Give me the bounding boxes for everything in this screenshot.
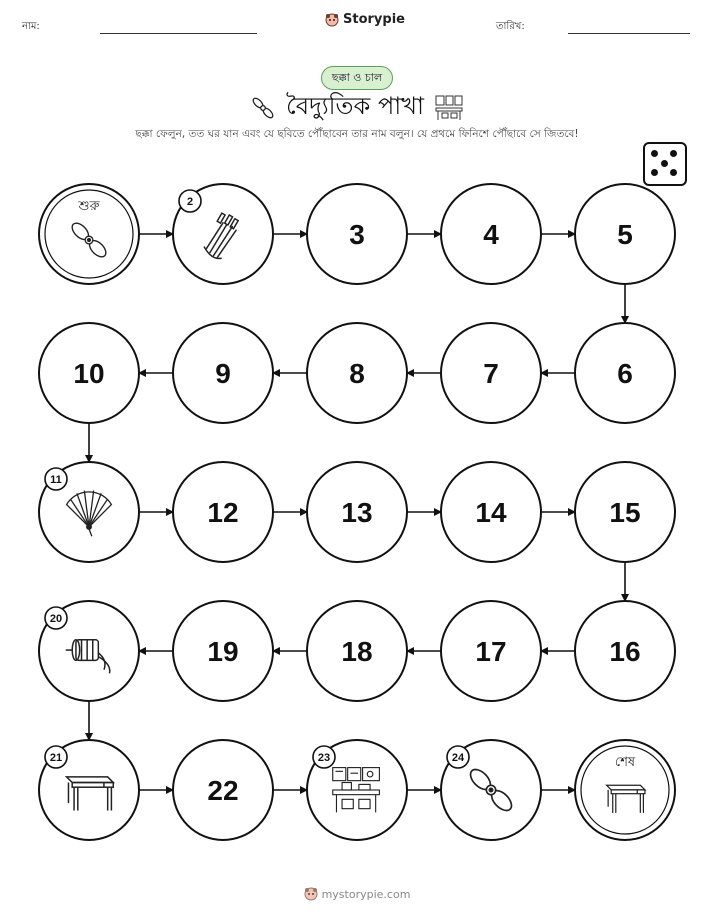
cell-number: 12 bbox=[207, 497, 239, 528]
board-cell-15[interactable] bbox=[575, 462, 675, 562]
brand-name: Storypie bbox=[343, 12, 405, 27]
cell-number: 17 bbox=[475, 636, 507, 667]
board-cell-23[interactable] bbox=[307, 740, 407, 840]
board-cell-18[interactable] bbox=[307, 601, 407, 701]
cell-number: 22 bbox=[207, 775, 239, 806]
board-cell-4[interactable] bbox=[441, 184, 541, 284]
instructions-text: ছক্কা ফেলুন, তত ঘর যান এবং যে ছবিতে পৌঁছাবেন তার নাম বলুন। যে প্রথমে ফিনিশে পৌঁছাবে সে জিতবে! bbox=[135, 128, 579, 140]
end-label: শেষ bbox=[614, 755, 636, 770]
cell-number: 18 bbox=[341, 636, 373, 667]
cell-badge-number: 11 bbox=[50, 474, 62, 486]
cell-number: 3 bbox=[349, 219, 365, 250]
board-cell-25[interactable] bbox=[575, 740, 675, 840]
board-cell-11[interactable] bbox=[39, 462, 139, 562]
board-cell-21[interactable] bbox=[39, 740, 139, 840]
board-cell-17[interactable] bbox=[441, 601, 541, 701]
cell-badge-number: 21 bbox=[49, 752, 63, 764]
board-cell-1[interactable] bbox=[39, 184, 139, 284]
cell-number: 15 bbox=[609, 497, 641, 528]
cell-badge-number: 20 bbox=[49, 613, 63, 625]
cell-number: 6 bbox=[617, 358, 633, 389]
activity-tag: ছক্কা ও চাল bbox=[321, 66, 393, 90]
board-cell-9[interactable] bbox=[173, 323, 273, 423]
footer-url[interactable]: mystorypie.com bbox=[321, 887, 411, 901]
cell-number: 9 bbox=[215, 358, 231, 389]
board-cell-16[interactable] bbox=[575, 601, 675, 701]
board-cell-24[interactable] bbox=[441, 740, 541, 840]
cell-number: 10 bbox=[73, 358, 105, 389]
board-cell-6[interactable] bbox=[575, 323, 675, 423]
page-title: বৈদ্যুতিক পাখা bbox=[286, 92, 424, 120]
board-cell-22[interactable] bbox=[173, 740, 273, 840]
cell-number: 16 bbox=[609, 636, 641, 667]
footer bbox=[0, 887, 714, 901]
board-cell-2[interactable] bbox=[173, 184, 273, 284]
board-cell-12[interactable] bbox=[173, 462, 273, 562]
cell-number: 4 bbox=[483, 219, 499, 250]
board-cell-7[interactable] bbox=[441, 323, 541, 423]
storypie-mascot-icon bbox=[304, 887, 318, 901]
board-cell-20[interactable] bbox=[39, 601, 139, 701]
board-cell-3[interactable] bbox=[307, 184, 407, 284]
cell-number: 8 bbox=[349, 358, 365, 389]
cell-number: 13 bbox=[341, 497, 373, 528]
board-cell-5[interactable] bbox=[575, 184, 675, 284]
cell-number: 19 bbox=[207, 636, 239, 667]
cell-badge-number: 23 bbox=[317, 752, 331, 764]
name-label: নাম: bbox=[22, 21, 40, 32]
board-cell-19[interactable] bbox=[173, 601, 273, 701]
cell-number: 7 bbox=[483, 358, 499, 389]
board-cell-13[interactable] bbox=[307, 462, 407, 562]
start-label: শুরু bbox=[78, 199, 100, 214]
cell-badge-number: 2 bbox=[186, 196, 194, 208]
cell-badge-number: 24 bbox=[451, 752, 465, 764]
date-label: তারিখ: bbox=[496, 21, 525, 32]
board-cell-14[interactable] bbox=[441, 462, 541, 562]
board-cell-10[interactable] bbox=[39, 323, 139, 423]
cell-number: 5 bbox=[617, 219, 633, 250]
board-cell-8[interactable] bbox=[307, 323, 407, 423]
cell-number: 14 bbox=[475, 497, 507, 528]
